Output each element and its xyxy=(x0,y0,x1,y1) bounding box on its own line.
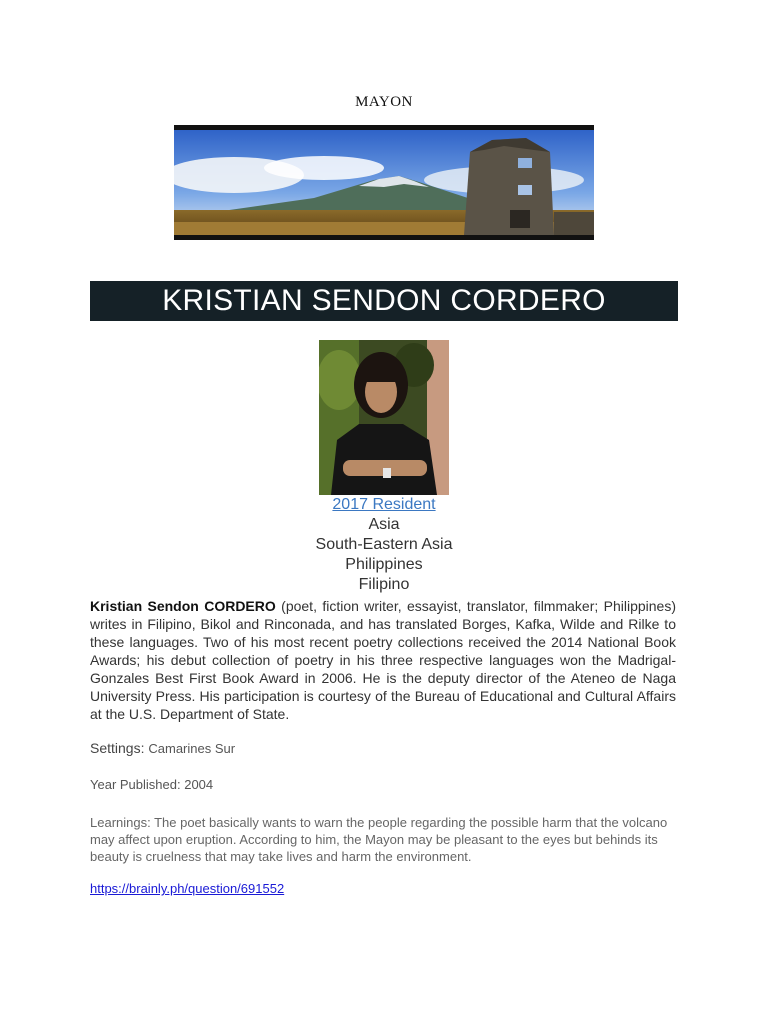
source-url-link[interactable]: https://brainly.ph/question/691552 xyxy=(90,881,285,896)
bio-author-name: Kristian Sendon CORDERO xyxy=(90,598,276,614)
author-name-banner: KRISTIAN SENDON CORDERO xyxy=(90,281,678,321)
year-label: Year Published: xyxy=(90,777,181,792)
subregion-text: South-Eastern Asia xyxy=(315,536,453,553)
author-biography xyxy=(90,597,676,723)
author-meta xyxy=(0,495,768,595)
mayon-banner-image xyxy=(174,125,594,240)
country-text: Philippines xyxy=(345,556,423,573)
year-value: 2004 xyxy=(184,777,214,792)
learnings-paragraph: Learnings: The poet basically wants to warn the people regarding the possible harm that the volcano may affect upon eruption. According to him, the Mayon may be pleasant to the eyes but behinds its beauty is cruelness that may take lives and harm the environment. xyxy=(90,815,668,864)
region-text: Asia xyxy=(368,516,400,533)
language-text: Filipino xyxy=(358,576,410,593)
resident-year-link[interactable]: 2017 Resident xyxy=(332,496,436,513)
year-published-line xyxy=(90,777,213,792)
bio-text: (poet, fiction writer, essayist, translator, filmmaker; Philippines) writes in Filipino, Bikol and Rinconada, and has translated Borges, Kafka, Wilde and Rilke to these languages. Two of his most recent poetry collections received the 2014 National Book Awards; his debut collection of poetry in his three respective languages won the Madrigal-Gonzales Best First Book Award in 2006. He is the deputy director of the Ateneo de Naga University Press. His participation is courtesy of the Bureau of Educational and Cultural Affairs at the U.S. Department of State. xyxy=(90,598,677,722)
settings-label: Settings: xyxy=(90,740,145,756)
document-title: MAYON xyxy=(355,94,413,110)
settings-line xyxy=(90,740,235,756)
author-portrait-image xyxy=(319,340,449,495)
settings-value: Camarines Sur xyxy=(148,741,236,756)
